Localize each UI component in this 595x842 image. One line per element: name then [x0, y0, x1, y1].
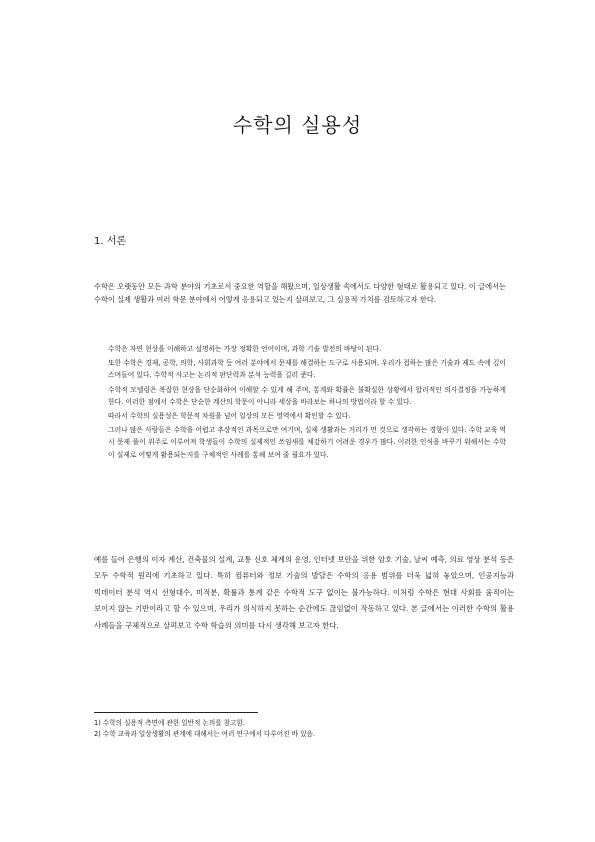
body-paragraph: 예를 들어 은행의 이자 계산, 건축물의 설계, 교통 신호 체계의 운영, 인터넷 보안을 위한 암호 기술, 날씨 예측, 의료 영상 분석 등은 모두 수학적 원리에 기초하고 있다. 특히 컴퓨터와 정보 기술의 발달은 수학의 응용 범위를 더욱 넓혀 놓았으며, 인공지능과 빅데이터 분석 역시 선형대수, 미적분, 확률과 통계 같은 수학적 도구 없이는 불가능하다. 이처럼 수학은 현대 사회를 움직이는 보이지 않는 기반이라고 할 수 있으며, 우리가 의식하지 못하는 순간에도 끊임없이 작동하고 있다. 본 글에서는 이러한 수학의 활용 사례들을 구체적으로 살펴보고 수학 학습의 의미를 다시 생각해 보고자 한다. — [94, 555, 514, 630]
quote-paragraph: 그러나 많은 사람들은 수학을 어렵고 추상적인 과목으로만 여기며, 실제 생활과는 거리가 먼 것으로 생각하는 경향이 있다. 수학 교육 역시 문제 풀이 위주로 이루어져 학생들이 수학의 실제적인 쓰임새를 체감하기 어려운 경우가 많다. 이러한 인식을 바꾸기 위해서는 수학이 실제로 어떻게 활용되는지를 구체적인 사례를 통해 보여 줄 필요가 있다. — [108, 426, 506, 459]
quote-paragraph: 따라서 수학의 실용성은 학문적 차원을 넘어 일상의 모든 영역에서 확인할 수 있다. — [108, 412, 351, 421]
footnote-divider — [94, 712, 258, 713]
document-title: 수학의 실용성 — [232, 113, 363, 138]
block-quote — [108, 343, 506, 463]
footnote-item: 1) 수학의 실용적 측면에 관한 일반적 논의를 참고함. — [94, 719, 245, 727]
footnote-item: 2) 수학 교육과 일상생활의 관계에 대해서는 여러 연구에서 다루어진 바 있음. — [94, 730, 315, 738]
quote-paragraph: 또한 수학은 경제, 공학, 의학, 사회과학 등 여러 분야에서 문제를 해결하는 도구로 사용되며, 우리가 접하는 많은 기술과 제도 속에 깊이 스며들어 있다. 수학적 사고는 논리적 판단력과 분석 능력을 길러 준다. — [108, 359, 506, 380]
quote-paragraph: 수학적 모델링은 복잡한 현상을 단순화하여 이해할 수 있게 해 주며, 통계와 확률은 불확실한 상황에서 합리적인 의사결정을 가능하게 한다. 이러한 점에서 수학은 단순한 계산의 학문이 아니라 세상을 바라보는 하나의 방법이라 할 수 있다. — [108, 385, 506, 406]
section-heading: 1. 서론 — [94, 236, 127, 247]
footnotes — [94, 718, 524, 740]
intro-paragraph: 수학은 오랫동안 모든 과학 분야의 기초로서 중요한 역할을 해왔으며, 일상생활 속에서도 다양한 형태로 활용되고 있다. 이 글에서는 수학이 실제 생활과 여러 학문 분야에서 어떻게 응용되고 있는지 살펴보고, 그 실용적 가치를 검토하고자 한다. — [94, 282, 506, 304]
quote-paragraph: 수학은 자연 현상을 이해하고 설명하는 가장 정확한 언어이며, 과학 기술 발전의 바탕이 된다. — [108, 345, 382, 353]
